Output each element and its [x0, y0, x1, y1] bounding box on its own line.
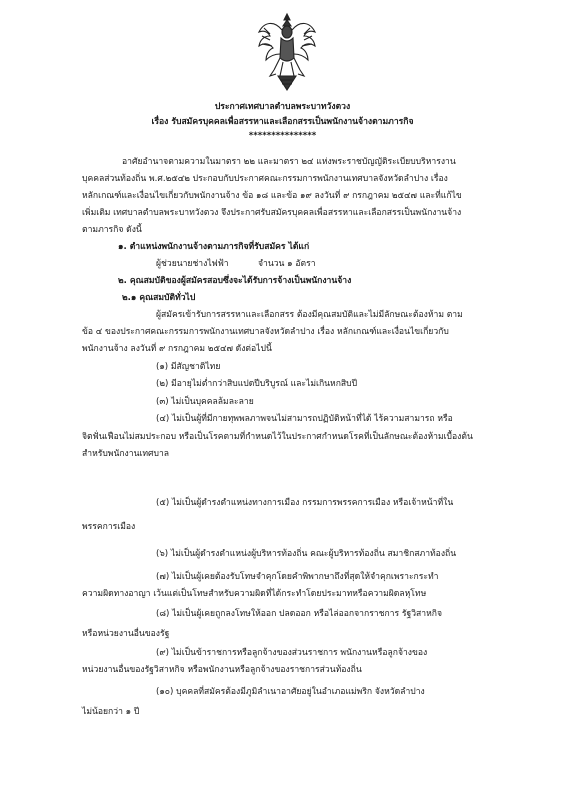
qualification-intro: ข้อ ๔ ของประกาศคณะกรรมการพนักงานเทศบาลจังหวัดลำปาง เรื่อง หลักเกณฑ์และเงื่อนไขเกี่ยวกับ: [82, 327, 449, 337]
qualification-item: จิตฟั่นเฟือนไม่สมประกอบ หรือเป็นโรคตามที่กำหนดไว้ในประกาศกำหนดโรคที่เป็นลักษณะต้องห้ามเบื้องต้น: [82, 432, 473, 442]
qualification-item: พรรคการเมือง: [82, 522, 136, 532]
qualification-item: (๑) มีสัญชาติไทย: [156, 362, 221, 372]
qualification-item: ความผิดทางอาญา เว้นแต่เป็นโทษสำหรับความผิดที่ได้กระทำโดยประมาทหรือความผิดลหุโทษ: [82, 589, 427, 599]
separator-stars: ***************: [248, 131, 317, 141]
intro-paragraph: เพิ่มเติม เทศบาลตำบลพระบาทวังตวง จึงประกาศรับสมัครบุคคลเพื่อสรรหาและเลือกสรรเป็นพนักงานจ้าง: [82, 208, 462, 218]
intro-paragraph: หลักเกณฑ์และเงื่อนไขเกี่ยวกับพนักงานจ้าง ข้อ ๑๘ และข้อ ๑๙ ลงวันที่ ๙ กรกฎาคม ๒๕๔๗ และที่แก้ไข: [82, 191, 462, 201]
qualification-item: หรือหน่วยงานอื่นของรัฐ: [82, 629, 170, 639]
section-1-heading: ๑. ตำแหน่งพนักงานจ้างตามภารกิจที่รับสมัคร ได้แก่: [118, 242, 310, 252]
qualification-item: (๔) ไม่เป็นผู้ที่มีกายทุพพลภาพจนไม่สามารถปฏิบัติหน้าที่ได้ ไร้ความสามารถ หรือ: [156, 414, 453, 424]
qualification-intro: ผู้สมัครเข้ารับการสรรหาและเลือกสรร ต้องมีคุณสมบัติและไม่มีลักษณะต้องห้าม ตาม: [156, 310, 463, 320]
intro-paragraph: อาศัยอำนาจตามความในมาตรา ๒๒ และมาตรา ๒๔ แห่งพระราชบัญญัติระเบียบบริหารงาน: [122, 157, 456, 167]
position-quota: จำนวน ๑ อัตรา: [258, 259, 316, 269]
qualification-intro: พนักงานจ้าง ลงวันที่ ๙ กรกฎาคม ๒๕๔๗ ดังต่อไปนี้: [82, 344, 272, 354]
qualification-item: (๕) ไม่เป็นผู้ดำรงตำแหน่งทางการเมือง กรรมการพรรคการเมือง หรือเจ้าหน้าที่ใน: [156, 498, 454, 508]
qualification-item: (๙) ไม่เป็นข้าราชการหรือลูกจ้างของส่วนราชการ พนักงานหรือลูกจ้างของ: [156, 648, 428, 658]
garuda-emblem-icon: [256, 10, 318, 94]
qualification-item: (๒) มีอายุไม่ต่ำกว่าสิบแปดปีบริบูรณ์ และไม่เกินหกสิบปี: [156, 379, 358, 389]
announcement-subject: เรื่อง รับสมัครบุคคลเพื่อสรรหาและเลือกสรรเป็นพนักงานจ้างตามภารกิจ: [151, 117, 414, 127]
section-2-heading: ๒. คุณสมบัติของผู้สมัครสอบซึ่งจะได้รับการจ้างเป็นพนักงานจ้าง: [118, 276, 352, 286]
qualification-item: ไม่น้อยกว่า ๑ ปี: [82, 707, 140, 717]
section-2-1-heading: ๒.๑ คุณสมบัติทั่วไป: [122, 293, 196, 303]
qualification-item: (๑๐) บุคคลที่สมัครต้องมีภูมิลำเนาอาศัยอยู่ในอำเภอแม่พริก จังหวัดลำปาง: [156, 687, 425, 697]
intro-paragraph: ตามภารกิจ ดังนี้: [82, 225, 142, 235]
intro-paragraph: บุคคลส่วนท้องถิ่น พ.ศ.๒๕๔๒ ประกอบกับประกาศคณะกรรมการพนักงานเทศบาลจังหวัดลำปาง เรื่อง: [82, 174, 448, 184]
announcement-title: ประกาศเทศบาลตำบลพระบาทวังตวง: [214, 102, 351, 112]
qualification-item: หน่วยงานอื่นของรัฐวิสาหกิจ หรือพนักงานหรือลูกจ้างของราชการส่วนท้องถิ่น: [82, 665, 362, 675]
qualification-item: (๘) ไม่เป็นผู้เคยถูกลงโทษให้ออก ปลดออก หรือไล่ออกจากราชการ รัฐวิสาหกิจ: [156, 609, 442, 619]
qualification-item: (๓) ไม่เป็นบุคคลล้มละลาย: [156, 397, 254, 407]
position-name: ผู้ช่วยนายช่างไฟฟ้า: [156, 259, 229, 269]
qualification-item: สำหรับพนักงานเทศบาล: [82, 449, 170, 459]
qualification-item: (๗) ไม่เป็นผู้เคยต้องรับโทษจำคุกโดยคำพิพากษาถึงที่สุดให้จำคุกเพราะกระทำ: [156, 572, 439, 582]
qualification-item: (๖) ไม่เป็นผู้ดำรงตำแหน่งผู้บริหารท้องถิ่น คณะผู้บริหารท้องถิ่น สมาชิกสภาท้องถิ่น: [156, 549, 457, 559]
